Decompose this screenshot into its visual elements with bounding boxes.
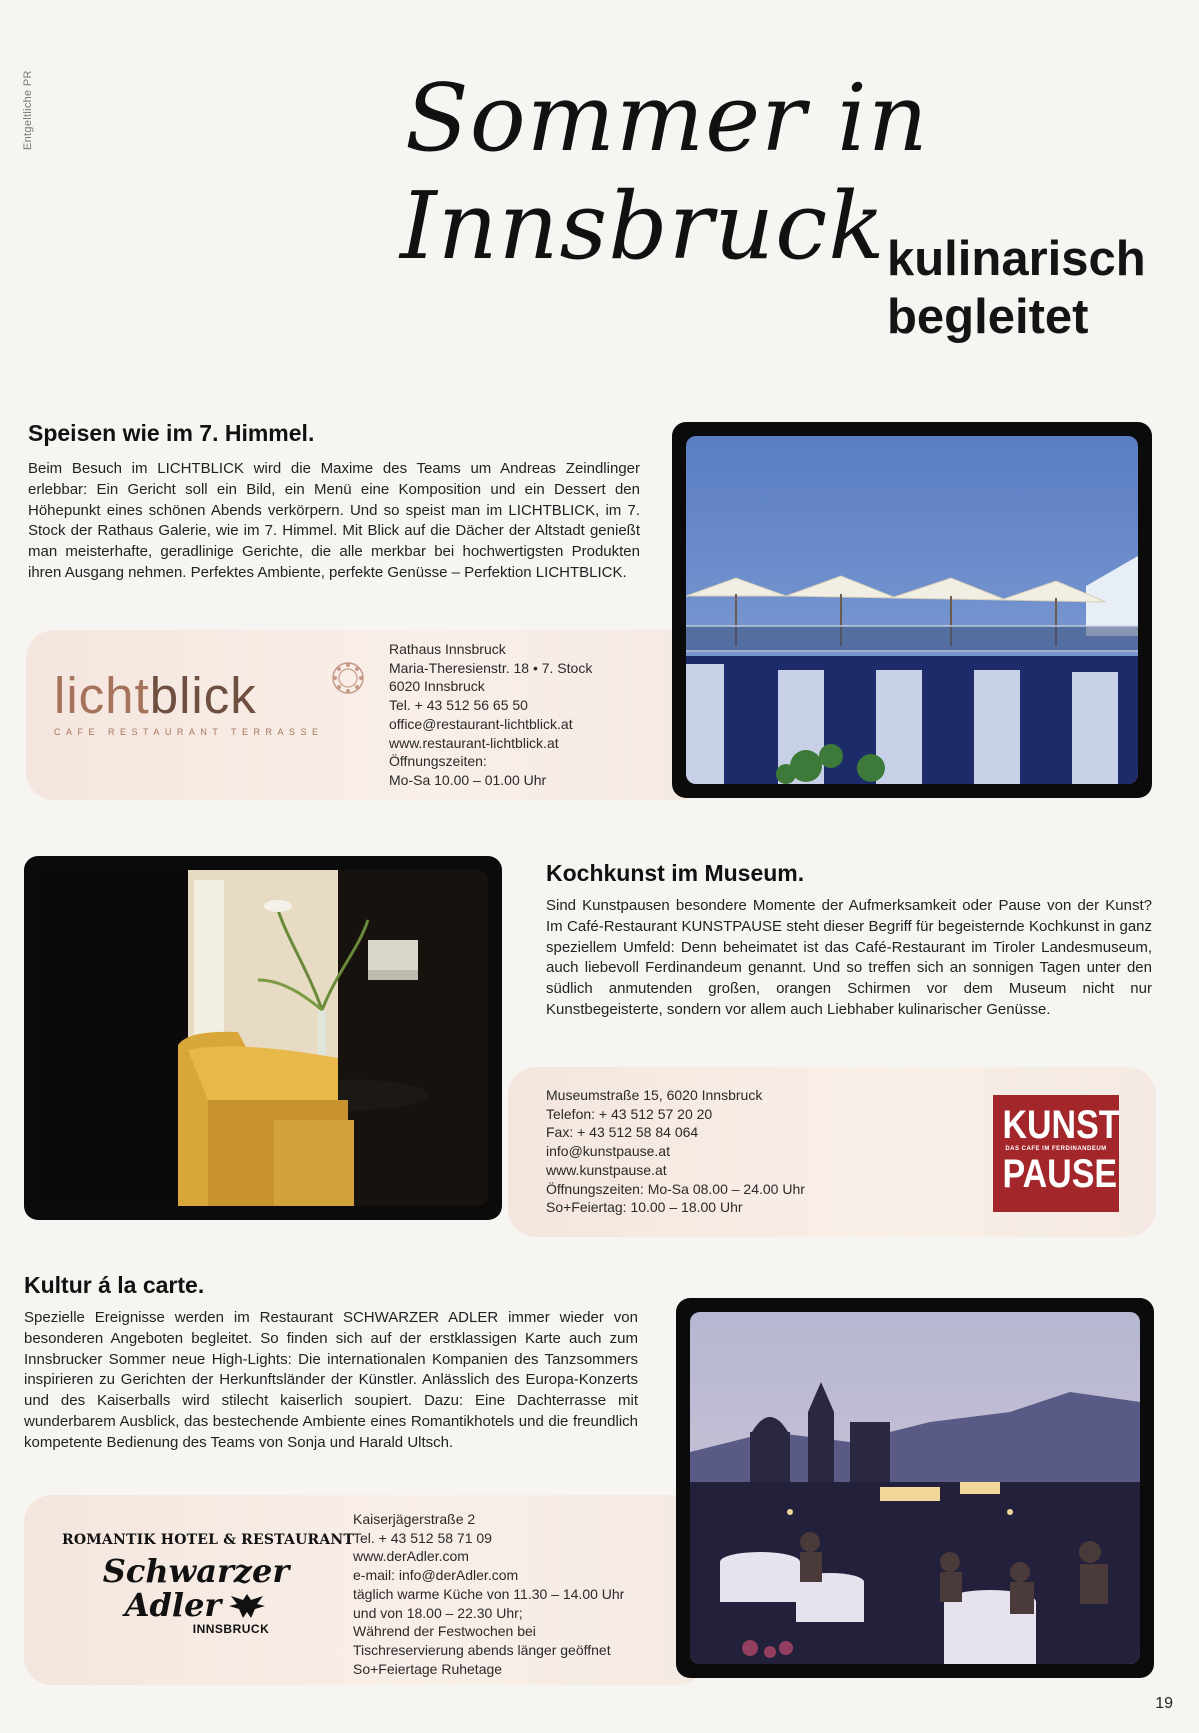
contact-adler <box>353 1510 624 1678</box>
logo-adler-row <box>62 1588 330 1622</box>
logo-adler-line-2: Adler <box>124 1586 222 1624</box>
photo-kunstpause-interior <box>24 856 502 1220</box>
logo-kunstpause <box>993 1095 1119 1212</box>
contact-line: Tischreservierung abends länger geöffnet <box>353 1641 611 1658</box>
logo-kunstpause-small: DAS CAFE IM FERDINANDEUM <box>1005 1146 1107 1152</box>
title-line-1: Sommer in <box>405 64 929 172</box>
contact-hours: Öffnungszeiten: Mo-Sa 08.00 – 24.00 Uhr <box>546 1180 805 1197</box>
contact-hours-holiday: So+Feiertag: 10.00 – 18.00 Uhr <box>546 1199 743 1216</box>
contact-line: Öffnungszeiten: <box>389 753 487 770</box>
contact-email: info@kunstpause.at <box>546 1143 670 1160</box>
contact-website: www.kunstpause.at <box>546 1161 667 1178</box>
contact-line: 6020 Innsbruck <box>389 678 485 695</box>
contact-address: Kaiserjägerstraße 2 <box>353 1511 476 1527</box>
logo-schwarzer-adler <box>62 1532 354 1652</box>
logo-lichtblick <box>54 667 374 760</box>
logo-lichtblick-wordmark <box>54 667 374 724</box>
photo-lichtblick-terrace <box>672 422 1152 798</box>
contact-line: Maria-Theresienstr. 18 • 7. Stock <box>389 659 593 676</box>
contact-phone: Telefon: + 43 512 57 20 20 <box>546 1105 713 1122</box>
contact-fax: Fax: + 43 512 58 84 064 <box>546 1124 699 1141</box>
subtitle-line-1: kulinarisch <box>887 232 1146 286</box>
logo-text-light: licht <box>54 667 150 724</box>
logo-text-bold: blick <box>149 667 257 724</box>
contact-line: Während der Festwochen bei <box>353 1623 536 1640</box>
section-heading-kunstpause: Kochkunst im Museum. <box>546 860 805 886</box>
section-body-adler: Spezielle Ereignisse werden im Restaurant SCHWARZER ADLER immer wieder von besonderen Angeboten begleitet. So finden sich auf der erstklassigen Karte auch zum Innsbrucker Sommer neue High-Lights: Die internationalen Kompanien des Tanzsommers inspirieren zu Gerichten der Herkunftsländer der Künstler. Anlässlich des Europa-Konzerts und des Kaiserballs wird stilecht kaiserlich soupiert. Dazu: Eine Dachterrasse mit wunderbarem Ausblick, das bestechende Ambiente eines Romantikhotels und die freundlich kompetente Bedienung des Teams von Sonja und Harald Ultsch. <box>24 1309 638 1451</box>
contact-address: Museumstraße 15, 6020 Innsbruck <box>546 1087 763 1103</box>
eagle-icon <box>227 1590 267 1620</box>
contact-lichtblick <box>389 640 592 790</box>
sun-icon <box>330 660 366 696</box>
section-heading-lichtblick: Speisen wie im 7. Himmel. <box>28 420 315 446</box>
contact-email: office@restaurant-lichtblick.at <box>389 715 573 732</box>
logo-kunstpause-line-2: PAUSE <box>1002 1152 1118 1196</box>
page-number: 19 <box>1155 1695 1173 1712</box>
logo-lichtblick-tagline: CAFE RESTAURANT TERRASSE <box>54 727 324 737</box>
contact-phone: Tel. + 43 512 58 71 09 <box>353 1529 492 1546</box>
side-label-pr: Entgeltliche PR <box>22 70 34 150</box>
logo-adler-top: ROMANTIK HOTEL & RESTAURANT <box>62 1532 354 1548</box>
section-body-lichtblick: Beim Besuch im LICHTBLICK wird die Maxime des Teams um Andreas Zeindlinger erlebbar: Ein Gericht soll ein Bild, ein Menü eine Komposition und ein Dessert den Höhepunkt eines schönen Abends verkörpern. Und so speist man im LICHTBLICK, im 7. Stock der Rathaus Galerie, wie im 7. Himmel. Mit Blick auf die Dächer der Altstadt genießt man meisterhafte, geradlinige Gerichte, die alle merkbar bei hochwertigsten Produkten ihren Ausgang nehmen. Perfektes Ambiente, perfekte Genüsse – Perfektion LICHTBLICK. <box>28 460 640 581</box>
contact-phone: Tel. + 43 512 56 65 50 <box>389 697 528 714</box>
contact-hours: Mo-Sa 10.00 – 01.00 Uhr <box>389 771 547 788</box>
contact-line: Rathaus Innsbruck <box>389 641 506 657</box>
contact-closed-days: So+Feiertage Ruhetage <box>353 1660 503 1677</box>
contact-hours: täglich warme Küche von 11.30 – 14.00 Uhr <box>353 1585 625 1602</box>
photo-adler-terrace <box>676 1298 1154 1678</box>
logo-kunstpause-line-1: KUNST <box>1002 1103 1120 1147</box>
title-line-2: Innsbruck <box>400 172 886 280</box>
contact-hours: und von 18.00 – 22.30 Uhr; <box>353 1604 523 1621</box>
contact-website: www.derAdler.com <box>353 1548 469 1565</box>
section-heading-adler: Kultur á la carte. <box>24 1272 205 1298</box>
subtitle-line-2: begleitet <box>887 290 1089 344</box>
contact-email: e-mail: info@derAdler.com <box>353 1567 519 1584</box>
logo-adler-mark <box>62 1554 330 1638</box>
contact-website: www.restaurant-lichtblick.at <box>389 734 559 751</box>
logo-adler-city: INNSBRUCK <box>192 1622 270 1636</box>
section-body-kunstpause: Sind Kunstpausen besondere Momente der Aufmerksamkeit oder Pause von der Kunst? Im Café-Restaurant KUNSTPAUSE steht dieser Begriff für begeisternde Kochkunst in ganz speziellem Umfeld: Denn beheimatet ist das Café-Restaurant im Tiroler Landesmuseum, auch liebevoll Ferdinandeum genannt. Und so treffen sich an sonnigen Tagen unter den südlich anmutenden großen, orangen Schirmen vor dem Museum nicht nur Kunstbegeisterte, sondern vor allem auch Liebhaber kulinarischer Genüsse. <box>546 897 1152 1018</box>
logo-adler-line-1: Schwarzer <box>102 1552 290 1590</box>
contact-kunstpause <box>546 1086 805 1217</box>
